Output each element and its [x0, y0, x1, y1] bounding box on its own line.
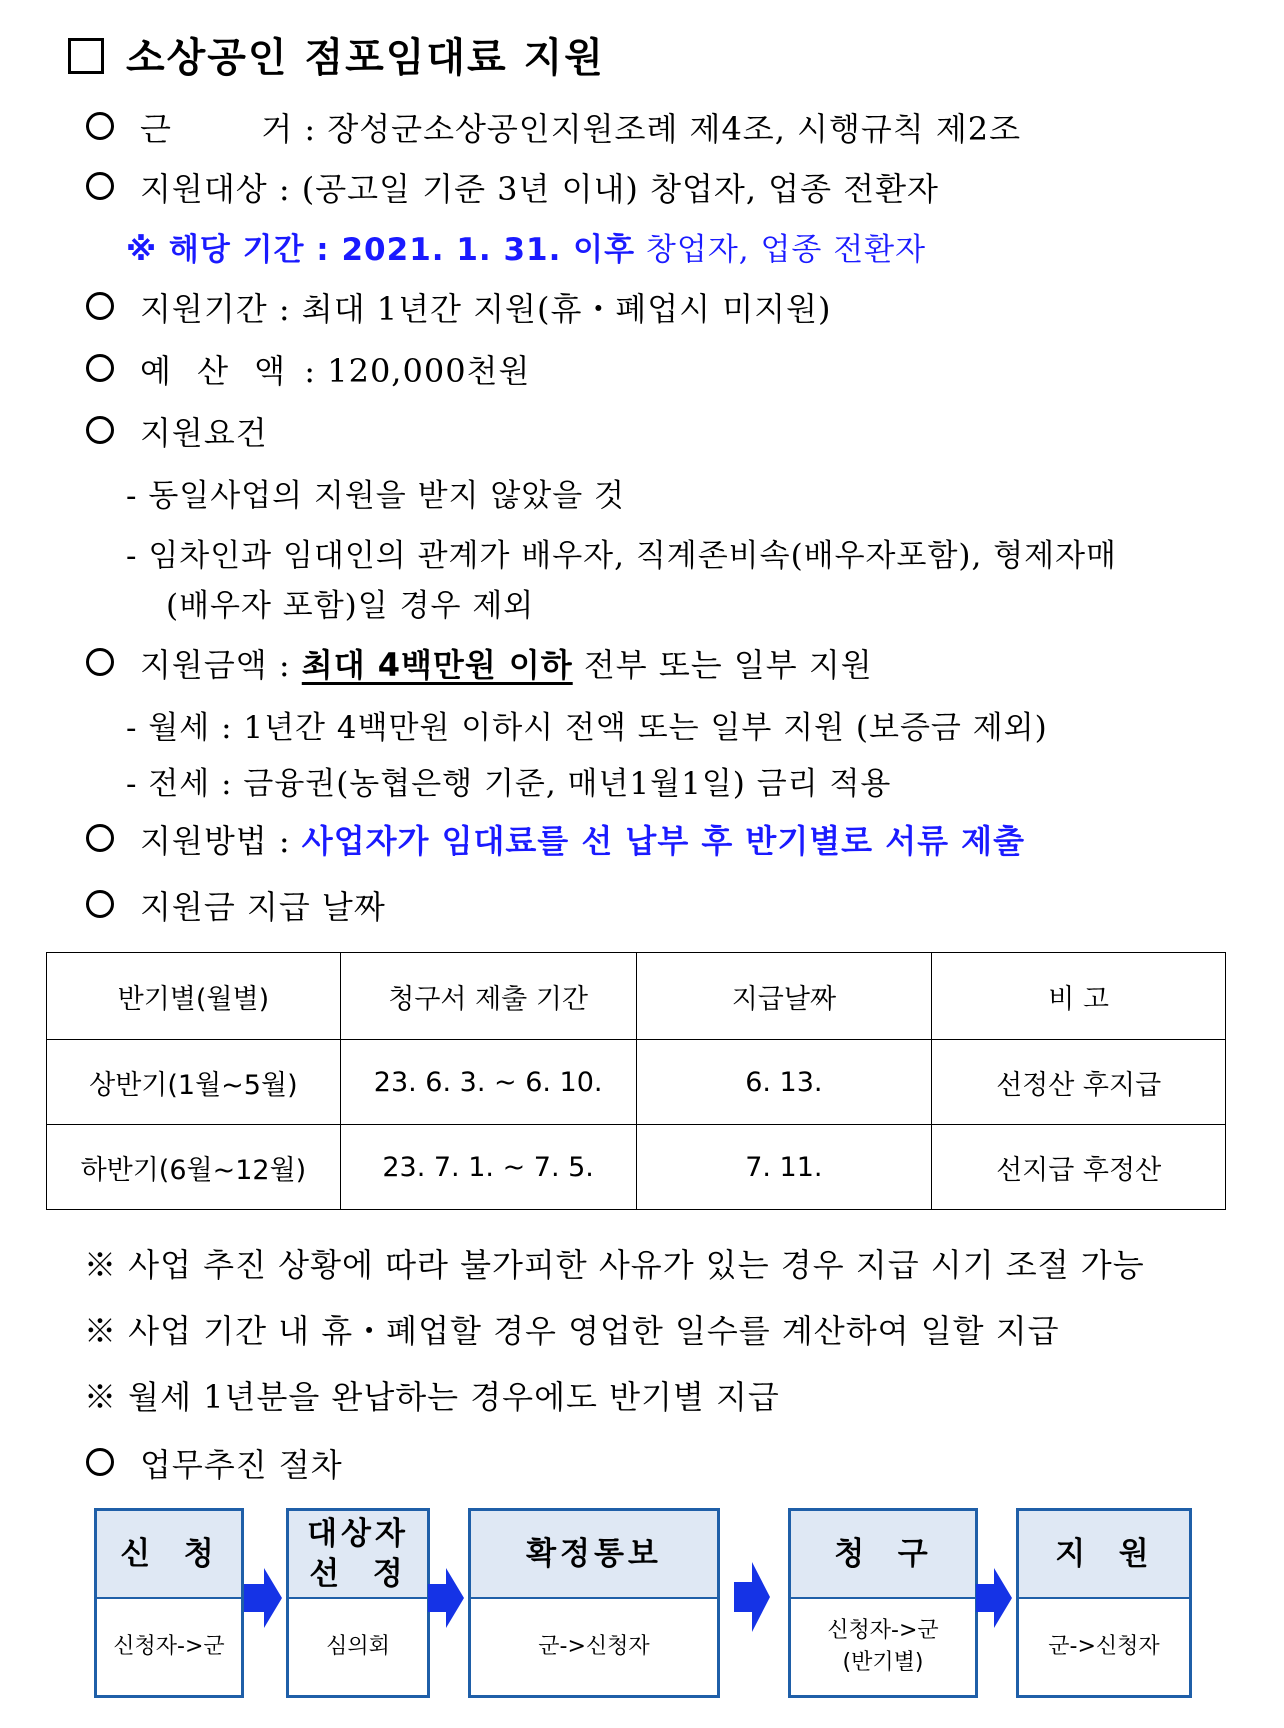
target-note-rest: 창업자, 업종 전환자 — [635, 232, 927, 268]
table-cell: 상반기(1월~5월) — [47, 1040, 341, 1125]
circle-bullet-icon — [86, 1448, 114, 1476]
circle-bullet-icon — [86, 172, 114, 200]
item-method — [68, 816, 1025, 862]
requirement-item: - 동일사업의 지원을 받지 않았을 것 — [126, 478, 625, 514]
item-amount — [68, 640, 873, 686]
flow-step-body — [97, 1599, 241, 1695]
target-note-bold: ※ 해당 기간 : 2021. 1. 31. 이후 — [126, 232, 636, 268]
circle-bullet-icon — [86, 292, 114, 320]
table-cell: 6. 13. — [636, 1040, 932, 1125]
requirement-item: - 임차인과 임대인의 관계가 배우자, 직계존비속(배우자포함), 형제자매 — [126, 538, 1117, 574]
flow-step-head — [97, 1511, 241, 1599]
colon: : — [293, 110, 328, 148]
flow-head-text: 청 구 — [834, 1536, 932, 1572]
flow-head-text: 신 청 — [120, 1536, 218, 1572]
amount-item: - 월세 : 1년간 4백만원 이하시 전액 또는 일부 지원 (보증금 제외) — [126, 710, 1048, 746]
circle-bullet-icon — [86, 824, 114, 852]
requirement-item-cont: (배우자 포함)일 경우 제외 — [166, 588, 535, 624]
colon: : — [267, 170, 302, 208]
target-value: (공고일 기준 3년 이내) 창업자, 업종 전환자 — [301, 170, 939, 208]
item-budget — [68, 346, 530, 392]
table-cell: 7. 11. — [636, 1125, 932, 1210]
amount-rest: 전부 또는 일부 지원 — [572, 646, 873, 684]
method-value: 사업자가 임대료를 선 납부 후 반기별로 서류 제출 — [301, 822, 1026, 860]
flow-head-text: 선 정 — [309, 1556, 407, 1592]
item-period — [68, 284, 831, 330]
flow-body-text: (반기별) — [842, 1650, 924, 1675]
budget-label: 예 산 액 — [140, 352, 294, 390]
basis-value: 장성군소상공인지원조례 제4조, 시행규칙 제2조 — [327, 110, 1022, 148]
colon: : — [267, 822, 302, 860]
target-note — [126, 224, 926, 269]
flow-step-body — [471, 1599, 717, 1695]
table-header: 비 고 — [932, 953, 1226, 1040]
flow-step-claim — [788, 1508, 978, 1698]
circle-bullet-icon — [86, 354, 114, 382]
table-cell: 선정산 후지급 — [932, 1040, 1226, 1125]
table-cell: 선지급 후정산 — [932, 1125, 1226, 1210]
table-header-row — [47, 953, 1226, 1040]
note-line: ※ 사업 기간 내 휴・폐업할 경우 영업한 일수를 계산하여 일할 지급 — [84, 1312, 1060, 1350]
table-cell: 23. 6. 3. ~ 6. 10. — [340, 1040, 636, 1125]
title-text: 소상공인 점포임대료 지원 — [126, 35, 605, 81]
flow-step-apply — [94, 1508, 244, 1698]
arrow-right-icon — [428, 1568, 464, 1628]
item-requirements — [68, 408, 268, 454]
flow-step-selection — [286, 1508, 430, 1698]
colon: : — [267, 646, 302, 684]
budget-value: 120,000천원 — [327, 352, 531, 390]
flow-step-support — [1016, 1508, 1192, 1698]
colon: : — [267, 290, 302, 328]
flow-step-body — [289, 1599, 427, 1695]
table-header: 지급날짜 — [636, 953, 932, 1040]
flow-step-body — [791, 1599, 975, 1695]
flow-step-head — [791, 1511, 975, 1599]
procedure-label: 업무추진 절차 — [140, 1446, 343, 1484]
item-target — [68, 164, 939, 210]
requirements-label: 지원요건 — [140, 414, 268, 452]
flow-step-body — [1019, 1599, 1189, 1695]
table-header: 반기별(월별) — [47, 953, 341, 1040]
flow-head-text: 확정통보 — [526, 1536, 662, 1572]
flow-head-text: 지 원 — [1055, 1536, 1153, 1572]
flow-step-head — [471, 1511, 717, 1599]
item-basis — [68, 104, 1021, 150]
arrow-right-icon — [976, 1568, 1012, 1628]
method-label: 지원방법 — [140, 822, 268, 860]
arrow-right-icon — [244, 1568, 282, 1628]
page-title — [68, 26, 605, 83]
circle-bullet-icon — [86, 416, 114, 444]
flow-step-head — [289, 1511, 427, 1599]
target-label: 지원대상 — [140, 170, 268, 208]
flow-step-head — [1019, 1511, 1189, 1599]
flow-step-notify — [468, 1508, 720, 1698]
table-cell: 하반기(6월~12월) — [47, 1125, 341, 1210]
item-procedure — [68, 1440, 343, 1486]
flow-body-text: 신청자->군 — [827, 1618, 939, 1643]
period-value: 최대 1년간 지원(휴・폐업시 미지원) — [301, 290, 832, 328]
table-header: 청구서 제출 기간 — [340, 953, 636, 1040]
table-cell: 23. 7. 1. ~ 7. 5. — [340, 1125, 636, 1210]
amount-highlight: 최대 4백만원 이하 — [301, 646, 573, 684]
basis-label: 근 거 — [140, 110, 294, 148]
flow-body-text: 군->신청자 — [538, 1634, 650, 1659]
arrow-right-icon — [734, 1562, 770, 1632]
period-label: 지원기간 — [140, 290, 268, 328]
payment-date-label: 지원금 지급 날짜 — [140, 888, 386, 926]
amount-label: 지원금액 — [140, 646, 268, 684]
item-payment-date — [68, 882, 386, 928]
circle-bullet-icon — [86, 648, 114, 676]
note-line: ※ 사업 추진 상황에 따라 불가피한 사유가 있는 경우 지급 시기 조절 가능 — [84, 1246, 1145, 1284]
circle-bullet-icon — [86, 890, 114, 918]
table-row — [47, 1040, 1226, 1125]
colon: : — [293, 352, 328, 390]
circle-bullet-icon — [86, 112, 114, 140]
note-line: ※ 월세 1년분을 완납하는 경우에도 반기별 지급 — [84, 1378, 780, 1416]
table-row — [47, 1125, 1226, 1210]
flow-body-text: 심의회 — [326, 1634, 390, 1659]
flow-body-text: 군->신청자 — [1048, 1634, 1160, 1659]
amount-item: - 전세 : 금융권(농협은행 기준, 매년1월1일) 금리 적용 — [126, 766, 892, 802]
schedule-table — [46, 952, 1226, 1210]
checkbox-icon — [68, 38, 104, 74]
flow-body-text: 신청자->군 — [113, 1634, 225, 1659]
flow-head-text: 대상자 — [307, 1516, 409, 1552]
